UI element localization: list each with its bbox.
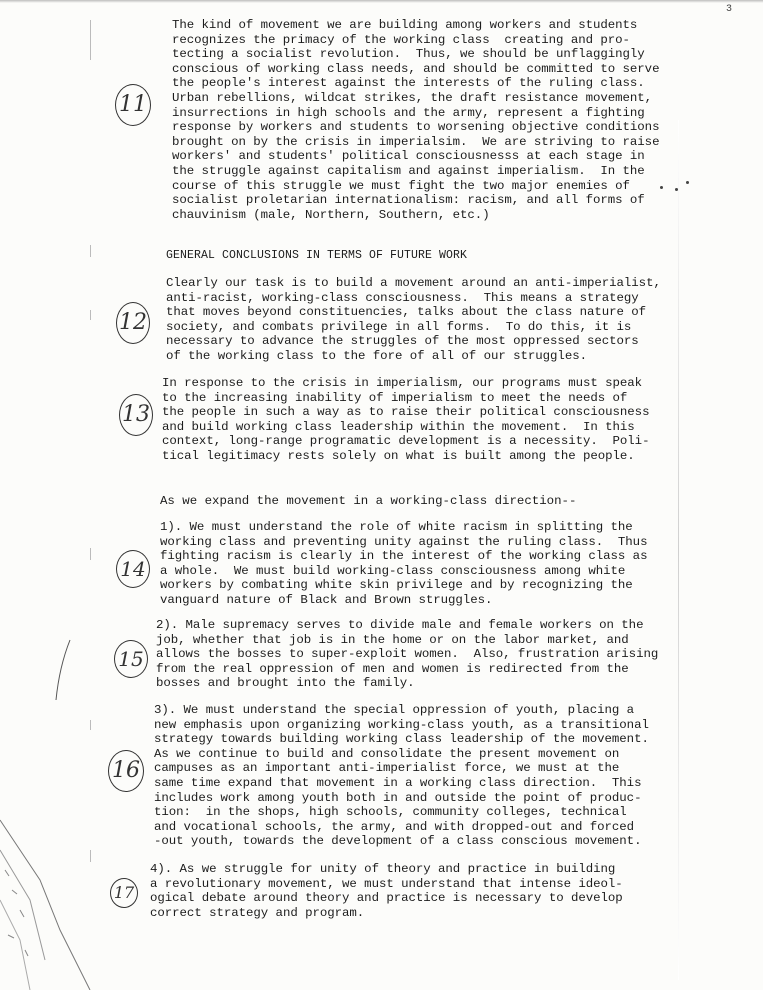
text-line: working class and preventing unity against the ruling class. Thus: [160, 534, 648, 549]
text-line: new emphasis upon organizing working-class youth, as a transitional: [154, 717, 649, 732]
margin-number-circle: 11: [115, 84, 151, 126]
text-line: 2). Male supremacy serves to divide male and female workers on the: [156, 618, 644, 632]
text-line: bosses and brought into the family.: [156, 676, 415, 691]
margin-number-circle: 16: [108, 750, 144, 792]
margin-number-circle: 15: [114, 640, 148, 678]
text-line: society, and combats privilege in all forms. To do this, it is: [166, 319, 632, 334]
text-line: of the working class to the fore of all of our struggles.: [166, 348, 587, 363]
text-line: includes work among youth both in and outside the point of produc-: [154, 790, 642, 805]
text-line: recognizes the primacy of the working class creating and pro-: [172, 32, 630, 47]
text-line: campuses as an important anti-imperialist force, we must at the: [154, 761, 620, 776]
text-line: 1). We must understand the role of white racism in splitting the: [160, 520, 633, 534]
text-line: 4). As we struggle for unity of theory and practice in building: [150, 862, 616, 876]
text-line: Clearly our task is to build a movement around an anti-imperialist,: [166, 276, 661, 290]
text-line: As we continue to build and consolidate the present movement on: [154, 746, 620, 761]
paragraph-16: [154, 703, 649, 849]
text-line: conscious of working class needs, and should be committed to serve: [172, 61, 660, 76]
stray-dot: [660, 186, 663, 189]
text-line: response by workers and students to worsening objective conditions: [172, 120, 660, 135]
text-line: tion: in the shops, high schools, community colleges, technical: [154, 805, 627, 820]
paragraph-12: [166, 276, 661, 364]
text-line: strategy towards building working class leadership of the movement.: [154, 732, 649, 747]
text-line: brought on by the crisis in imperialsim. We are striving to raise: [172, 134, 660, 149]
margin-number-circle: 14: [116, 550, 150, 588]
text-line: course of this struggle we must fight the two major enemies of: [172, 178, 630, 193]
text-line: the people's interest against the interests of the ruling class.: [172, 76, 645, 91]
text-line: chauvinism (male, Northern, Southern, etc.): [172, 207, 490, 222]
text-line: to the increasing inability of imperialism to meet the needs of: [162, 390, 628, 405]
text-line: allows the bosses to super-exploit women. Also, frustration arising: [156, 647, 659, 662]
text-line: necessary to advance the struggles of the most oppressed sectors: [166, 334, 639, 349]
paragraph-14: [160, 520, 647, 608]
section-heading: GENERAL CONCLUSIONS IN TERMS OF FUTURE WORK: [166, 249, 468, 262]
text-line: Urban rebellions, wildcat strikes, the draft resistance movement,: [172, 90, 653, 105]
paragraph-13: [162, 376, 649, 464]
text-line: tical legitimacy rests solely on what is built among the people.: [162, 448, 635, 463]
text-line: workers by combating white skin privilege and by recognizing the: [160, 578, 633, 593]
paragraph-15: [156, 618, 658, 691]
text-line: workers' and students' political consciousnesss at each stage in: [172, 149, 645, 164]
margin-number-circle: 12: [116, 302, 150, 344]
page-top-edge: [0, 0, 763, 3]
text-line: In response to the crisis in imperialism, our programs must speak: [162, 376, 643, 390]
stray-dot: [686, 181, 689, 184]
text-line: -out youth, towards the development of a class conscious movement.: [154, 834, 642, 849]
scan-artifact: [0, 0, 110, 990]
text-line: correct strategy and program.: [150, 905, 365, 920]
text-line: fighting racism is clearly in the interest of the working class as: [160, 549, 648, 564]
margin-number-circle: 13: [119, 394, 153, 436]
text-line: 3). We must understand the special oppression of youth, placing a: [154, 703, 635, 717]
text-line: The kind of movement we are building among workers and students: [172, 18, 638, 32]
paragraph-17: [150, 862, 623, 920]
stray-dot: [675, 188, 678, 191]
text-line: anti-racist, working-class consciousness. This means a strategy: [166, 290, 639, 305]
text-line: vanguard nature of Black and Brown struggles.: [160, 592, 493, 607]
text-line: socialist proletarian internationalism: racism, and all forms of: [172, 193, 645, 208]
text-line: a whole. We must build working-class consciousness among white: [160, 563, 626, 578]
paragraph-11: [172, 18, 659, 222]
text-line: the people in such a way as to raise their political consciousness: [162, 405, 650, 420]
text-line: job, whether that job is in the home or on the labor market, and: [156, 632, 629, 647]
text-line: from the real oppression of men and women is redirected from the: [156, 661, 629, 676]
intro-line: As we expand the movement in a working-class direction--: [160, 494, 577, 508]
text-line: same time expand that movement in a working class direction. This: [154, 775, 642, 790]
margin-number-circle: 17: [110, 878, 138, 908]
text-line: that moves beyond constituencies, talks about the class nature of: [166, 305, 647, 320]
text-line: and build working class leadership within the movement. In this: [162, 419, 635, 434]
text-line: context, long-range programatic development is a necessity. Poli-: [162, 434, 650, 449]
text-line: the struggle against capitalism and against imperialism. In the: [172, 163, 645, 178]
page-number: 3: [726, 4, 733, 15]
page-right-edge: [678, 120, 679, 980]
text-line: and vocational schools, the army, and with dropped-out and forced: [154, 819, 635, 834]
text-line: ogical debate around theory and practice is necessary to develop: [150, 891, 623, 906]
text-line: insurrections in high schools and the army, represent a fighting: [172, 105, 645, 120]
text-line: tecting a socialist revolution. Thus, we should be unflaggingly: [172, 47, 645, 62]
text-line: a revolutionary movement, we must understand that intense ideol-: [150, 876, 623, 891]
